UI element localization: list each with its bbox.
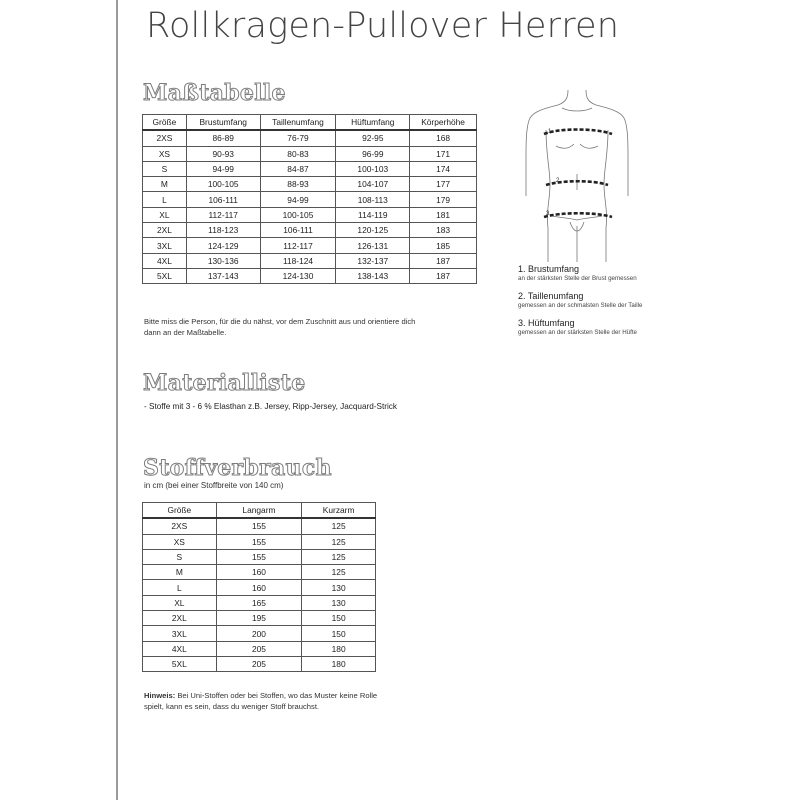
table-cell: 2XS (143, 518, 217, 534)
legend-desc: gemessen an der schmalsten Stelle der Taille (518, 302, 643, 309)
page-edge-line (116, 0, 118, 800)
fabric-heading: Stoffverbrauch (143, 455, 332, 481)
table-cell: 108-113 (336, 192, 410, 207)
table-cell: 160 (216, 565, 302, 580)
table-row (143, 268, 477, 283)
table-cell: 106-111 (186, 192, 260, 207)
table-cell: 205 (216, 641, 302, 656)
table-row (143, 223, 477, 238)
body-measurement-figure (518, 84, 636, 264)
column-header: Größe (143, 503, 217, 519)
table-cell: 130 (302, 595, 376, 610)
hint-text: Bei Uni-Stoffen oder bei Stoffen, wo das Muster keine Rolle (175, 691, 378, 700)
table-cell: 86-89 (186, 130, 260, 146)
table-cell: 100-105 (260, 207, 336, 222)
column-header: Körperhöhe (410, 115, 477, 131)
hint-label: Hinweis: (144, 691, 176, 700)
table-cell: 5XL (143, 268, 187, 283)
table-row (143, 565, 376, 580)
table-cell: 179 (410, 192, 477, 207)
table-cell: 2XL (143, 611, 217, 626)
table-cell: 125 (302, 565, 376, 580)
table-cell: 3XL (143, 626, 217, 641)
legend-desc: an der stärksten Stelle der Brust gemessen (518, 275, 637, 282)
table-row (143, 611, 376, 626)
table-cell: 174 (410, 161, 477, 176)
table-cell: XS (143, 534, 217, 549)
measurement-legend (518, 264, 718, 345)
table-cell: 90-93 (186, 146, 260, 161)
fabric-subtitle: in cm (bei einer Stoffbreite von 140 cm) (144, 481, 284, 490)
size-table (142, 114, 477, 284)
size-table-note (144, 316, 484, 338)
table-cell: 125 (302, 549, 376, 564)
table-row (143, 641, 376, 656)
table-cell: L (143, 580, 217, 595)
table-cell: 177 (410, 177, 477, 192)
table-cell: 171 (410, 146, 477, 161)
table-cell: 124-130 (260, 268, 336, 283)
torso-outline-icon (526, 90, 628, 262)
legend-title: 3. Hüftumfang (518, 318, 575, 328)
table-cell: 187 (410, 253, 477, 268)
table-cell: 2XL (143, 223, 187, 238)
table-row (143, 595, 376, 610)
column-header: Größe (143, 115, 187, 131)
table-cell: 185 (410, 238, 477, 253)
table-cell: 187 (410, 268, 477, 283)
table-cell: M (143, 177, 187, 192)
table-cell: 181 (410, 207, 477, 222)
table-cell: 137-143 (186, 268, 260, 283)
table-row (143, 238, 477, 253)
size-table-header (143, 115, 477, 131)
table-cell: 118-124 (260, 253, 336, 268)
table-row (143, 549, 376, 564)
hint-line: spielt, kann es sein, dass du weniger Stoff brauchst. (144, 702, 320, 711)
table-row (143, 192, 477, 207)
table-cell: L (143, 192, 187, 207)
fabric-table-header (143, 503, 376, 519)
table-cell: 132-137 (336, 253, 410, 268)
column-header: Brustumfang (186, 115, 260, 131)
legend-item-chest (518, 264, 718, 283)
table-cell: S (143, 161, 187, 176)
table-cell: 88-93 (260, 177, 336, 192)
table-cell: 118-123 (186, 223, 260, 238)
table-cell: 125 (302, 518, 376, 534)
fabric-hint (144, 690, 444, 712)
column-header: Taillenumfang (260, 115, 336, 131)
measurement-bands (544, 130, 612, 218)
table-cell: 168 (410, 130, 477, 146)
table-row (143, 626, 376, 641)
column-header: Langarm (216, 503, 302, 519)
table-cell: 155 (216, 549, 302, 564)
table-cell: 106-111 (260, 223, 336, 238)
marker-3: 3 (546, 211, 550, 217)
table-cell: 100-105 (186, 177, 260, 192)
table-cell: 3XL (143, 238, 187, 253)
table-cell: 92-95 (336, 130, 410, 146)
table-row (143, 207, 477, 222)
table-row (143, 130, 477, 146)
table-row (143, 177, 477, 192)
legend-item-hip (518, 318, 718, 337)
table-cell: 112-117 (260, 238, 336, 253)
table-cell: 160 (216, 580, 302, 595)
table-cell: 130 (302, 580, 376, 595)
material-item: - Stoffe mit 3 - 6 % Elasthan z.B. Jersey, Ripp-Jersey, Jacquard-Strick (144, 402, 397, 411)
legend-title: 1. Brustumfang (518, 264, 580, 274)
table-cell: 124-129 (186, 238, 260, 253)
table-cell: 180 (302, 641, 376, 656)
table-row (143, 253, 477, 268)
table-cell: XL (143, 207, 187, 222)
note-line: dann an der Maßtabelle. (144, 328, 227, 337)
table-cell: S (143, 549, 217, 564)
page-title: Rollkragen-Pullover Herren (146, 6, 620, 46)
table-cell: 84-87 (260, 161, 336, 176)
table-cell: M (143, 565, 217, 580)
marker-1: 1 (548, 129, 552, 135)
table-cell: 125 (302, 534, 376, 549)
table-cell: 80-83 (260, 146, 336, 161)
table-row (143, 518, 376, 534)
marker-2: 2 (556, 178, 560, 184)
table-cell: 4XL (143, 641, 217, 656)
table-cell: 96-99 (336, 146, 410, 161)
table-cell: 5XL (143, 656, 217, 671)
table-row (143, 580, 376, 595)
table-row (143, 161, 477, 176)
table-cell: 183 (410, 223, 477, 238)
table-cell: 165 (216, 595, 302, 610)
note-line: Bitte miss die Person, für die du nähst, vor dem Zuschnitt aus und orientiere dich (144, 317, 416, 326)
column-header: Hüftumfang (336, 115, 410, 131)
legend-title: 2. Taillenumfang (518, 291, 584, 301)
table-cell: 150 (302, 611, 376, 626)
table-cell: 120-125 (336, 223, 410, 238)
table-cell: 2XS (143, 130, 187, 146)
size-table-heading: Maßtabelle (143, 80, 286, 106)
table-cell: 94-99 (186, 161, 260, 176)
table-cell: XL (143, 595, 217, 610)
hint-line (144, 690, 444, 701)
table-cell: 205 (216, 656, 302, 671)
materials-heading: Materialliste (143, 370, 306, 396)
column-header: Kurzarm (302, 503, 376, 519)
table-row (143, 534, 376, 549)
table-row (143, 656, 376, 671)
table-cell: 114-119 (336, 207, 410, 222)
table-cell: 138-143 (336, 268, 410, 283)
table-cell: 94-99 (260, 192, 336, 207)
table-cell: 130-136 (186, 253, 260, 268)
table-cell: 150 (302, 626, 376, 641)
table-cell: 76-79 (260, 130, 336, 146)
table-cell: XS (143, 146, 187, 161)
table-cell: 104-107 (336, 177, 410, 192)
table-cell: 180 (302, 656, 376, 671)
table-cell: 155 (216, 518, 302, 534)
legend-desc: gemessen an der stärksten Stelle der Hüfte (518, 329, 638, 336)
table-cell: 4XL (143, 253, 187, 268)
table-cell: 195 (216, 611, 302, 626)
legend-item-waist (518, 291, 718, 310)
fabric-table (142, 502, 376, 672)
table-row (143, 146, 477, 161)
table-cell: 126-131 (336, 238, 410, 253)
table-cell: 100-103 (336, 161, 410, 176)
table-cell: 155 (216, 534, 302, 549)
table-cell: 112-117 (186, 207, 260, 222)
table-cell: 200 (216, 626, 302, 641)
